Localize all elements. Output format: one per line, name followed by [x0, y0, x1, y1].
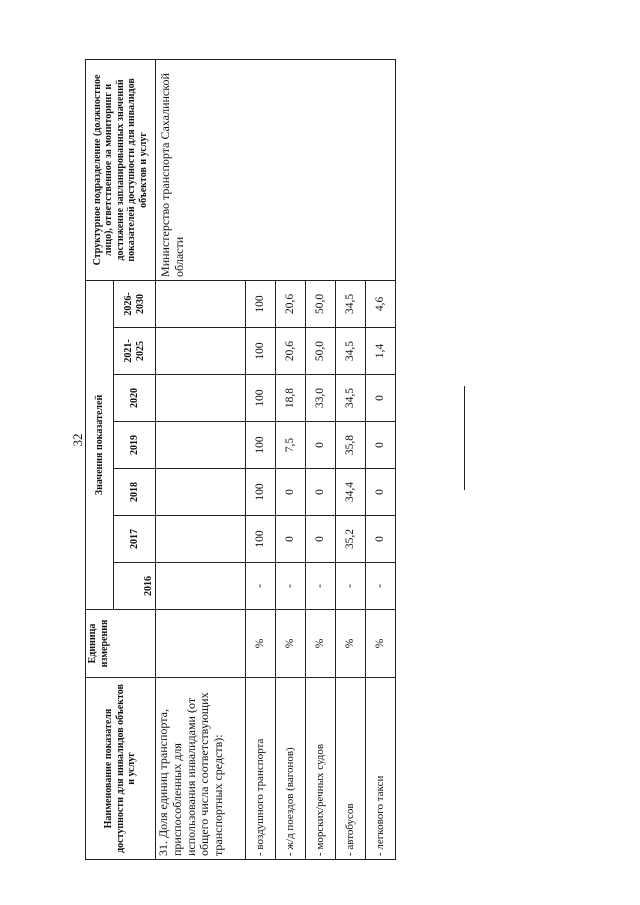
- year-header: 2018: [114, 469, 156, 516]
- header-unit: Единица измерения: [86, 610, 156, 678]
- header-name: Наименование показателя доступности для инвалидов объектов и услуг: [86, 678, 156, 860]
- table-row: - легкового такси % - 0 0 0 0 1,4 4,6: [366, 59, 396, 859]
- header-values: Значения показателей: [86, 280, 114, 609]
- year-header: 2020: [114, 375, 156, 422]
- year-header: 2017: [114, 516, 156, 563]
- responsible-ministry: Министерство транспорта Сахалинской области: [156, 59, 396, 280]
- header-responsible: Структурное подразделение (должностное лицо), ответственное за мониторинг и достижение запланированных значений показателей доступности для инвалидов объектов и услуг: [86, 59, 156, 280]
- year-header: 2026-2030: [114, 280, 156, 327]
- table-row: - ж/д поездов (вагонов) % - 0 0 7,5 18,8 20,6 20,6: [276, 59, 306, 859]
- year-header: 2019: [114, 422, 156, 469]
- rotated-table-container: [85, 60, 385, 860]
- accessibility-indicators-table: [85, 59, 396, 860]
- separator-line: [464, 386, 465, 490]
- table-row: - воздушного транспорта % - 100 100 100 100 100 100: [246, 59, 276, 859]
- page-number: 32: [70, 433, 85, 447]
- main-row-name: 31. Доля единиц транспорта, приспособленных для использования инвалидами (от общего числа соответствующих транспортных средств):: [156, 678, 246, 860]
- table-row: - морских/речных судов % - 0 0 0 33,0 50,0 50,0: [306, 59, 336, 859]
- year-header: 2021-2025: [114, 328, 156, 375]
- table-row: - автобусов % - 35,2 34,4 35,8 34,5 34,5 34,5: [336, 59, 366, 859]
- year-header: 2016: [114, 563, 156, 610]
